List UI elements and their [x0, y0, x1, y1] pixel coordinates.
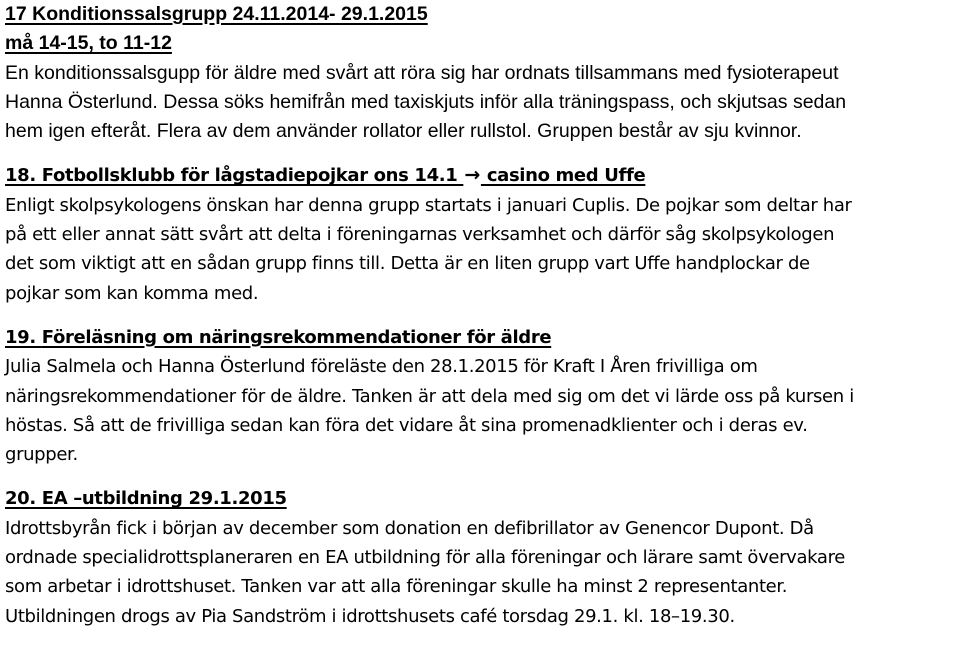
section-19-text-line: näringsrekommendationer för de äldre. Tanken är att dela med sig om det vi lärde oss på kursen i — [5, 385, 854, 407]
section-17-text-line: En konditionssalsgupp för äldre med svårt att röra sig har ordnats tillsammans med fysioterapeut — [5, 61, 839, 84]
section-17 — [5, 0, 955, 146]
section-19 — [5, 323, 955, 469]
document-page — [5, 0, 955, 631]
section-20-text-line: Idrottsbyrån fick i början av december som donation en defibrillator av Genencor Dupont. Då — [5, 517, 814, 539]
section-18-text-line: Enligt skolpsykologens önskan har denna grupp startats i januari Cuplis. De pojkar som deltar har — [5, 194, 852, 216]
section-19-text-line: Julia Salmela och Hanna Österlund föreläste den 28.1.2015 för Kraft I Åren frivilliga om — [5, 356, 758, 378]
section-18 — [5, 161, 955, 307]
section-19-title: 19. Föreläsning om näringsrekommendationer för äldre — [5, 326, 552, 348]
section-19-text-line: höstas. Så att de frivilliga sedan kan föra det vidare åt sina promenadklienter och i deras ev. — [5, 414, 808, 436]
section-18-text-line: på ett eller annat sätt svårt att delta i föreningarnas verksamhet och därför såg skolpsykologen — [5, 224, 835, 246]
section-20-title: 20. EA –utbildning 29.1.2015 — [5, 488, 287, 510]
arrow-right-icon: → — [464, 164, 480, 187]
section-20-text-line: Utbildningen drogs av Pia Sandström i idrottshusets café torsdag 29.1. kl. 18–19.30. — [5, 605, 735, 627]
section-20 — [5, 484, 955, 630]
section-20-text-line: som arbetar i idrottshuset. Tanken var att alla föreningar skulle ha minst 2 representanter. — [5, 576, 788, 598]
section-19-text-line: grupper. — [5, 444, 78, 466]
section-20-text-line: ordnade specialidrottsplaneraren en EA utbildning för alla föreningar och lärare samt övervakare — [5, 547, 845, 569]
section-18-text-line: pojkar som kan komma med. — [5, 282, 259, 304]
section-17-subtitle: må 14-15, to 11-12 — [5, 32, 172, 55]
section-18-title: 18. Fotbollsklubb för lågstadiepojkar ons 14.1 → casino med Uffe — [5, 161, 955, 190]
section-17-title: 17 Konditionssalsgrupp 24.11.2014- 29.1.2015 — [5, 3, 428, 25]
section-17-text-line: hem igen efteråt. Flera av dem använder rollator eller rullstol. Gruppen består av sju kvinnor. — [5, 120, 802, 143]
section-17-text-line: Hanna Österlund. Dessa söks hemifrån med taxiskjuts inför alla träningspass, och skjutsas sedan — [5, 90, 847, 113]
section-18-text-line: det som viktigt att en sådan grupp finns till. Detta är en liten grupp vart Uffe handplockar de — [5, 253, 810, 275]
